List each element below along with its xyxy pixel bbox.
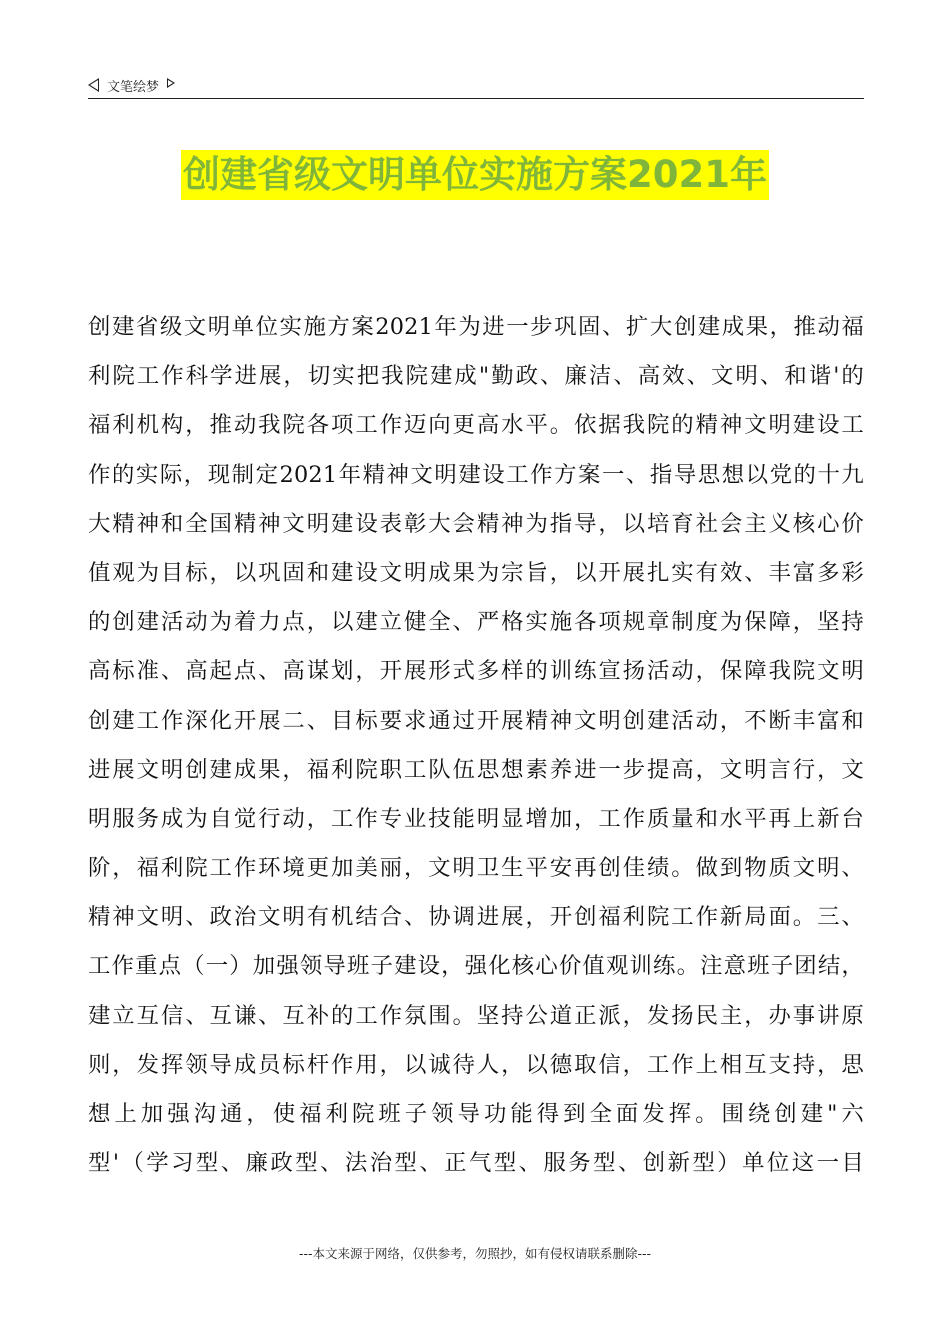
body-line: 工作重点（一）加强领导班子建设，强化核心价值观训练。注意班子团结，: [88, 953, 864, 980]
title-container: [0, 150, 950, 200]
body-line: 进展文明创建成果，福利院职工队伍思想素养进一步提高，文明言行，文: [88, 756, 864, 783]
document-title: 创建省级文明单位实施方案2021年: [181, 150, 769, 200]
body-line: 创建工作深化开展二、目标要求通过开展精神文明创建活动，不断丰富和: [88, 707, 864, 734]
triangle-left-icon: [88, 78, 99, 92]
body-line: 值观为目标，以巩固和建设文明成果为宗旨，以开展扎实有效、丰富多彩: [88, 559, 864, 586]
body-line: 明服务成为自觉行动，工作专业技能明显增加，工作质量和水平再上新台: [88, 805, 864, 832]
body-line: 利院工作科学进展，切实把我院建成"勤政、廉洁、高效、文明、和谐'的: [88, 363, 864, 390]
body-line: 建立互信、互谦、互补的工作氛围。坚持公道正派，发扬民主，办事讲原: [88, 1002, 864, 1029]
body-line: 福利机构，推动我院各项工作迈向更高水平。依据我院的精神文明建设工: [88, 412, 864, 439]
page-header: [88, 72, 864, 99]
body-line: 高标准、高起点、高谋划，开展形式多样的训练宣扬活动，保障我院文明: [88, 658, 864, 685]
body-line: 精神文明、政治文明有机结合、协调进展，开创福利院工作新局面。三、: [88, 904, 864, 931]
body-line: 的创建活动为着力点，以建立健全、严格实施各项规章制度为保障，坚持: [88, 609, 864, 636]
body-line: 阶，福利院工作环境更加美丽，文明卫生平安再创佳绩。做到物质文明、: [88, 855, 864, 882]
footer-disclaimer: ---本文来源于网络，仅供参考，勿照抄，如有侵权请联系删除---: [298, 1246, 652, 1261]
body-line: 大精神和全国精神文明建设表彰大会精神为指导，以培育社会主义核心价: [88, 510, 864, 537]
triangle-right-icon: [167, 78, 175, 88]
body-line: 型'（学习型、廉政型、法治型、正气型、服务型、创新型）单位这一目: [88, 1150, 864, 1177]
body-line: 作的实际，现制定2021年精神文明建设工作方案一、指导思想以党的十九: [88, 461, 864, 488]
body-line: 想上加强沟通，使福利院班子领导功能得到全面发挥。围绕创建"六: [88, 1101, 864, 1127]
header-brand: 文笔绘梦: [107, 79, 160, 95]
body-line: 则，发挥领导成员标杆作用，以诚待人，以德取信，工作上相互支持，思: [88, 1051, 864, 1078]
body-line: 创建省级文明单位实施方案2021年为进一步巩固、扩大创建成果，推动福: [88, 314, 864, 340]
document-body: [88, 303, 864, 1188]
